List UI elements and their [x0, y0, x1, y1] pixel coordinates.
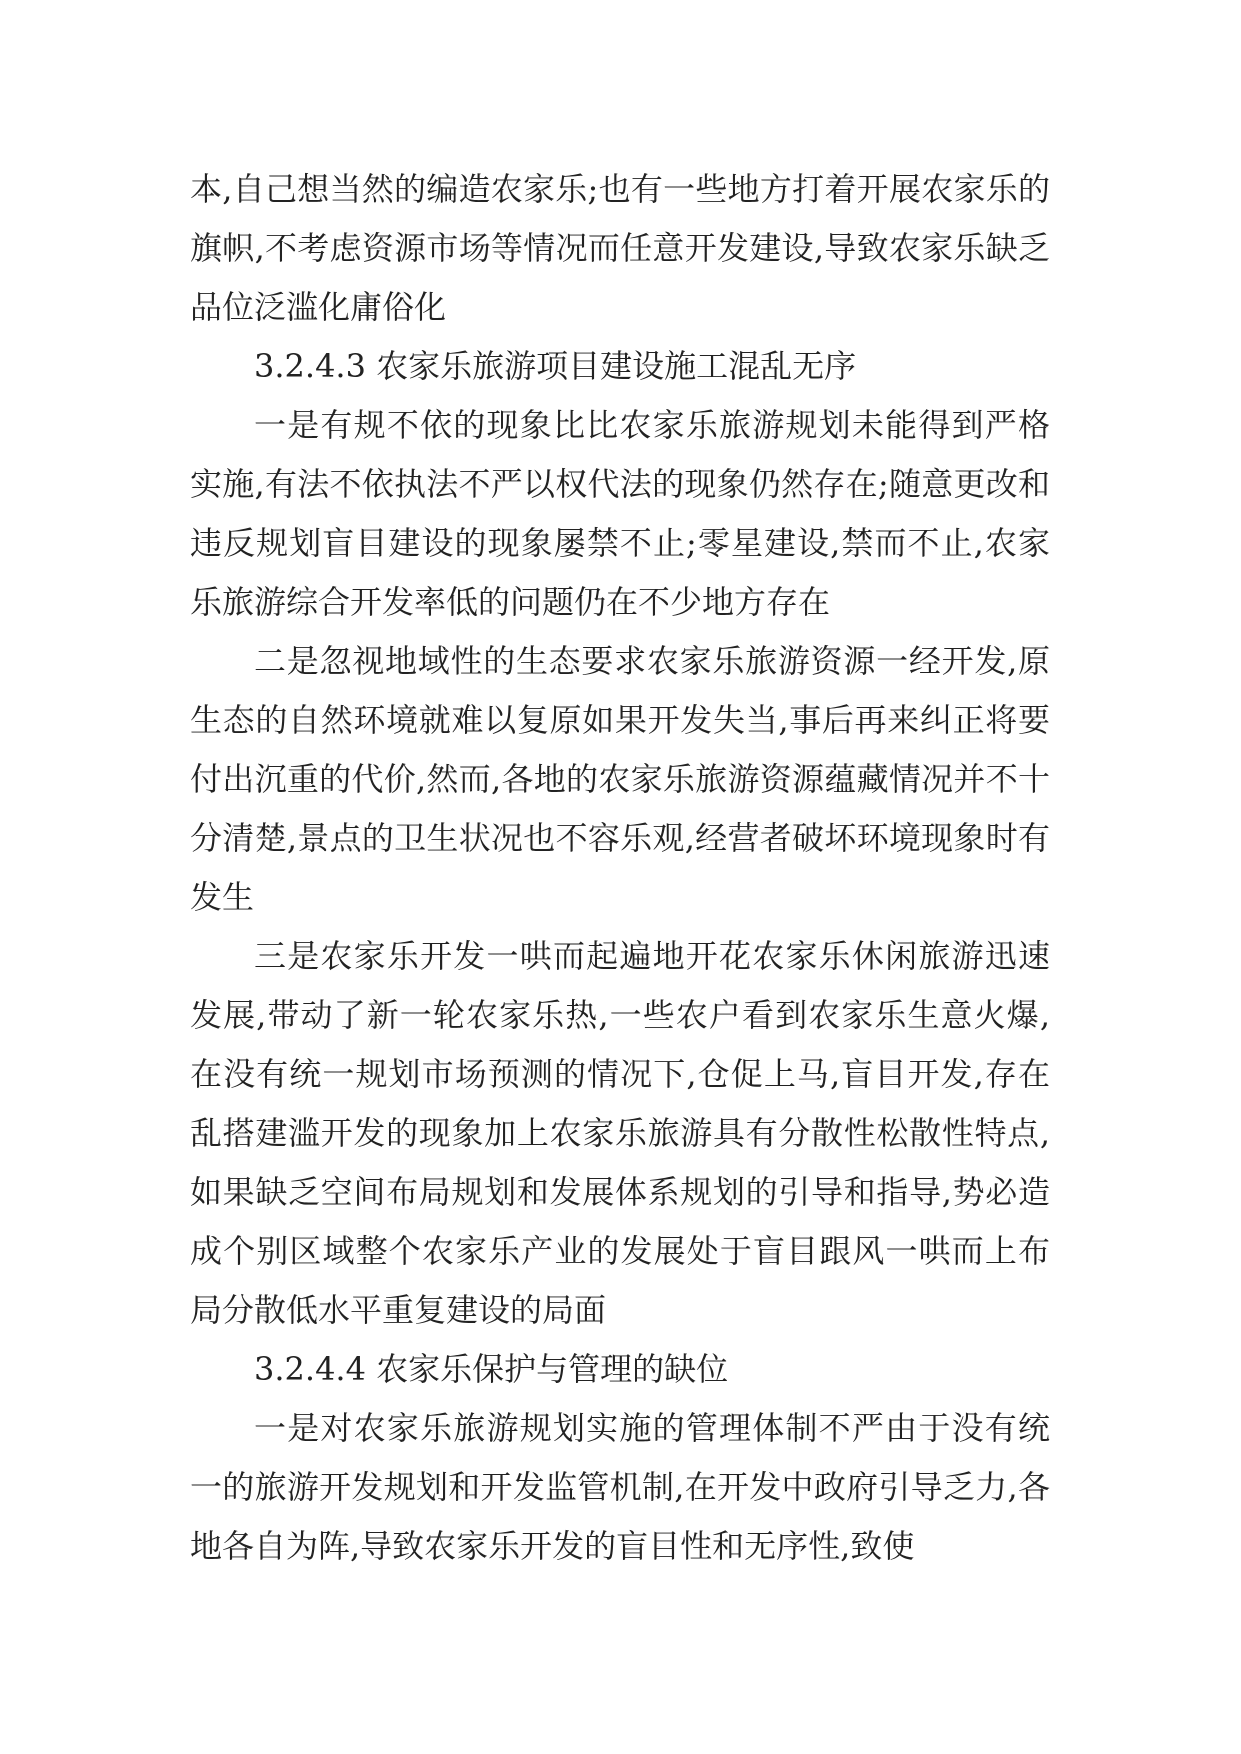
section-heading-3-2-4-4: 3.2.4.4 农家乐保护与管理的缺位: [254, 1350, 729, 1388]
paragraph-point-two: 二是忽视地域性的生态要求农家乐旅游资源一经开发,原生态的自然环境就难以复原如果开发失当,事后再来纠正将要付出沉重的代价,然而,各地的农家乐旅游资源蕴藏情况并不十分清楚,景点的卫生状况也不容乐观,经营者破坏环境现象时有发生: [190, 642, 1050, 916]
paragraph-point-three: 三是农家乐开发一哄而起遍地开花农家乐休闲旅游迅速发展,带动了新一轮农家乐热,一些农户看到农家乐生意火爆,在没有统一规划市场预测的情况下,仓促上马,盲目开发,存在乱搭建滥开发的现象加上农家乐旅游具有分散性松散性特点,如果缺乏空间布局规划和发展体系规划的引导和指导,势必造成个别区域整个农家乐产业的发展处于盲目跟风一哄而上布局分散低水平重复建设的局面: [190, 937, 1050, 1329]
document-body: [190, 160, 1050, 1576]
paragraph-management-point-one: 一是对农家乐旅游规划实施的管理体制不严由于没有统一的旅游开发规划和开发监管机制,在开发中政府引导乏力,各地各自为阵,导致农家乐开发的盲目性和无序性,致使: [190, 1409, 1050, 1565]
section-heading-3-2-4-3: 3.2.4.3 农家乐旅游项目建设施工混乱无序: [254, 347, 857, 385]
paragraph-continuation: 本,自己想当然的编造农家乐;也有一些地方打着开展农家乐的旗帜,不考虑资源市场等情况而任意开发建设,导致农家乐缺乏品位泛滥化庸俗化: [190, 170, 1050, 326]
paragraph-point-one: 一是有规不依的现象比比农家乐旅游规划未能得到严格实施,有法不依执法不严以权代法的现象仍然存在;随意更改和违反规划盲目建设的现象屡禁不止;零星建设,禁而不止,农家乐旅游综合开发率低的问题仍在不少地方存在: [190, 406, 1050, 621]
